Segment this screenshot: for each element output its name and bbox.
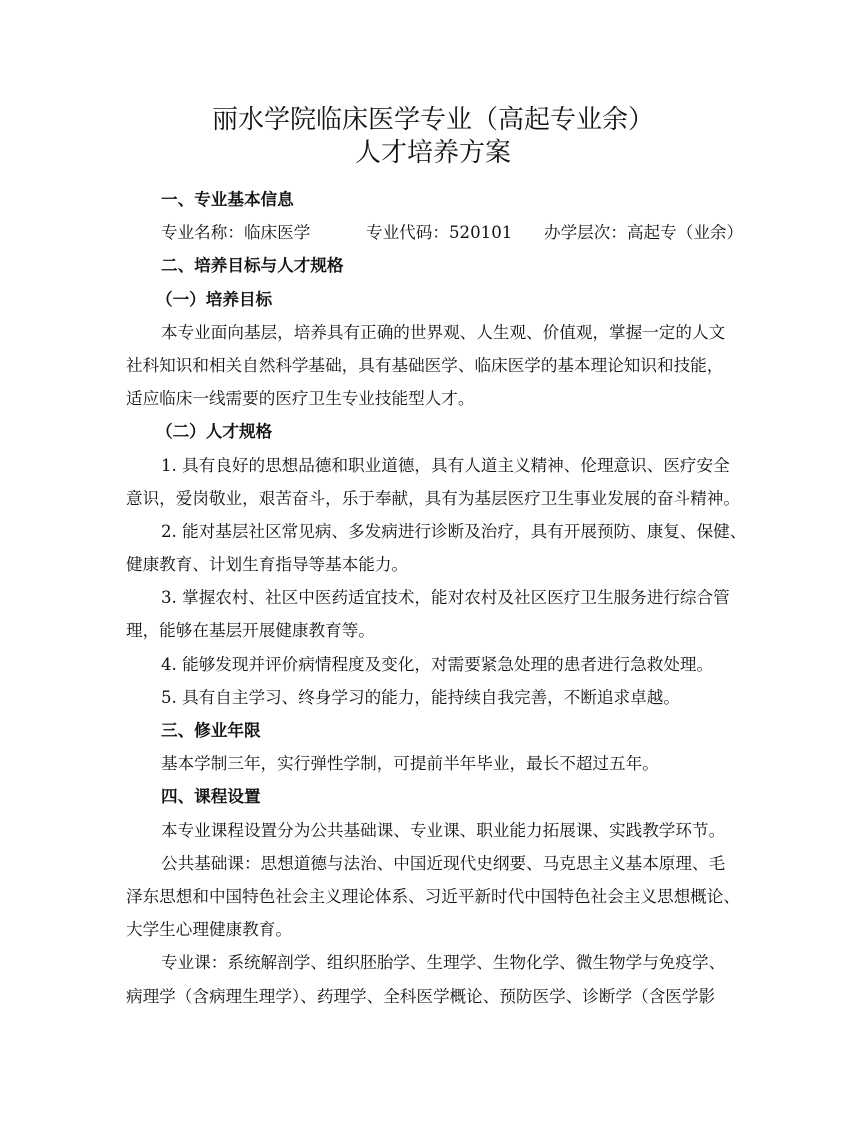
- paragraph-line: 专业课：系统解剖学、组织胚胎学、生理学、生物化学、微生物学与免疫学、: [161, 953, 726, 973]
- subsection-heading: （一）培养目标: [156, 289, 273, 309]
- major-code: 专业代码：520101: [366, 223, 513, 243]
- major-info: [126, 216, 766, 249]
- section-heading: 四、课程设置: [161, 787, 261, 807]
- document-body: [126, 183, 766, 1013]
- paragraph-line: 社科知识和相关自然科学基础，具有基础医学、临床医学的基本理论知识和技能，: [126, 355, 724, 375]
- education-level: 办学层次：高起专（业余）: [544, 223, 744, 243]
- paragraph-line: 大学生心理健康教育。: [126, 920, 292, 940]
- paragraph-line: 意识，爱岗敬业，艰苦奋斗，乐于奉献，具有为基层医疗卫生事业发展的奋斗精神。: [126, 488, 740, 508]
- subsection-heading: （二）人才规格: [156, 422, 273, 442]
- paragraph-line: 基本学制三年，实行弹性学制，可提前半年毕业，最长不超过五年。: [161, 754, 659, 774]
- paragraph-line: 3. 掌握农村、社区中医药适宜技术，能对农村及社区医疗卫生服务进行综合管: [161, 588, 730, 608]
- paragraph-line: 本专业课程设置分为公共基础课、专业课、职业能力拓展课、实践教学环节。: [161, 820, 726, 840]
- paragraph-line: 1. 具有良好的思想品德和职业道德，具有人道主义精神、伦理意识、医疗安全: [161, 455, 730, 475]
- section-heading: 二、培养目标与人才规格: [161, 256, 344, 276]
- paragraph-line: 5. 具有自主学习、终身学习的能力，能持续自我完善，不断追求卓越。: [161, 687, 680, 707]
- document-title: 丽水学院临床医学专业（高起专业余）: [211, 105, 654, 135]
- paragraph-line: 适应临床一线需要的医疗卫生专业技能型人才。: [126, 389, 475, 409]
- paragraph-line: 4. 能够发现并评价病情程度及变化，对需要紧急处理的患者进行急救处理。: [161, 654, 714, 674]
- document-subtitle: 人才培养方案: [354, 138, 511, 168]
- section-heading: 一、专业基本信息: [161, 190, 294, 209]
- paragraph-line: 健康教育、计划生育指导等基本能力。: [126, 555, 409, 575]
- paragraph-line: 2. 能对基层社区常见病、多发病进行诊断及治疗，具有开展预防、康复、保健、: [161, 521, 747, 541]
- paragraph-line: 理，能够在基层开展健康教育等。: [126, 621, 375, 641]
- paragraph-line: 公共基础课：思想道德与法治、中国近现代史纲要、马克思主义基本原理、毛: [161, 853, 726, 873]
- paragraph-line: 本专业面向基层，培养具有正确的世界观、人生观、价值观，掌握一定的人文: [161, 322, 726, 342]
- paragraph-line: 病理学（含病理生理学）、药理学、全科医学概论、预防医学、诊断学（含医学影: [126, 986, 716, 1006]
- major-name: 专业名称：临床医学: [161, 223, 311, 243]
- paragraph-line: 泽东思想和中国特色社会主义理论体系、习近平新时代中国特色社会主义思想概论、: [126, 886, 740, 906]
- section-heading: 三、修业年限: [161, 721, 261, 740]
